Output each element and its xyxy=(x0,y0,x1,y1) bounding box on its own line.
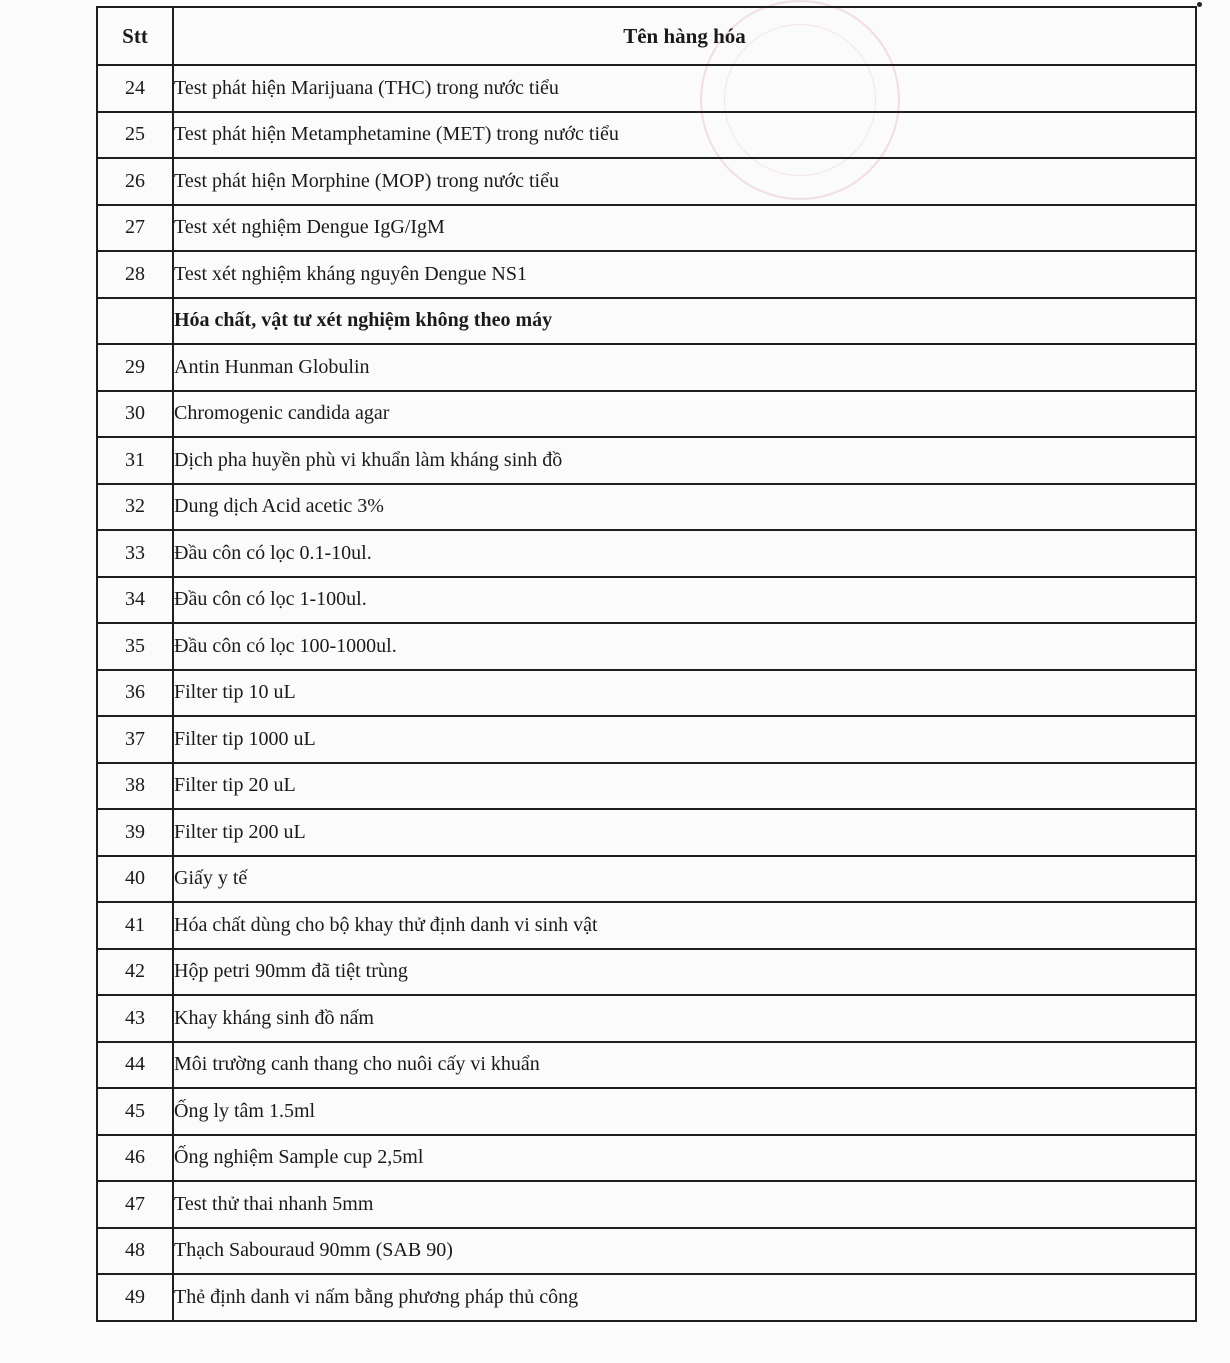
table-row xyxy=(97,484,1196,531)
row-item-name: Hóa chất dùng cho bộ khay thử định danh vi sinh vật xyxy=(173,902,1196,949)
table-row xyxy=(97,577,1196,624)
row-stt: 37 xyxy=(97,716,173,763)
row-item-name: Khay kháng sinh đồ nấm xyxy=(173,995,1196,1042)
table-row xyxy=(97,902,1196,949)
table-row xyxy=(97,65,1196,112)
row-stt: 45 xyxy=(97,1088,173,1135)
row-item-name: Filter tip 20 uL xyxy=(173,763,1196,810)
row-stt: 32 xyxy=(97,484,173,531)
row-item-name: Test thử thai nhanh 5mm xyxy=(173,1181,1196,1228)
row-item-name: Chromogenic candida agar xyxy=(173,391,1196,438)
table-row xyxy=(97,809,1196,856)
header-item-name: Tên hàng hóa xyxy=(173,7,1196,65)
table-row xyxy=(97,995,1196,1042)
table-row xyxy=(97,437,1196,484)
table-row xyxy=(97,530,1196,577)
row-stt: 34 xyxy=(97,577,173,624)
row-stt: 46 xyxy=(97,1135,173,1182)
table-row xyxy=(97,623,1196,670)
row-stt: 25 xyxy=(97,112,173,159)
row-item-name: Test phát hiện Metamphetamine (MET) trong nước tiểu xyxy=(173,112,1196,159)
table-row xyxy=(97,1042,1196,1089)
table-row xyxy=(97,158,1196,205)
row-stt: 27 xyxy=(97,205,173,252)
row-stt: 28 xyxy=(97,251,173,298)
table-row xyxy=(97,1181,1196,1228)
row-item-name: Đầu côn có lọc 100-1000ul. xyxy=(173,623,1196,670)
table-body xyxy=(97,65,1196,1321)
table-row xyxy=(97,205,1196,252)
row-stt: 30 xyxy=(97,391,173,438)
header-stt: Stt xyxy=(97,7,173,65)
row-item-name: Thẻ định danh vi nấm bằng phương pháp thủ công xyxy=(173,1274,1196,1321)
table-row xyxy=(97,670,1196,717)
row-stt: 31 xyxy=(97,437,173,484)
table-row xyxy=(97,856,1196,903)
row-stt: 36 xyxy=(97,670,173,717)
row-item-name: Môi trường canh thang cho nuôi cấy vi khuẩn xyxy=(173,1042,1196,1089)
row-item-name: Ống nghiệm Sample cup 2,5ml xyxy=(173,1135,1196,1182)
row-stt: 39 xyxy=(97,809,173,856)
table-row xyxy=(97,949,1196,996)
page-mark xyxy=(1197,2,1202,7)
row-item-name: Test phát hiện Marijuana (THC) trong nước tiểu xyxy=(173,65,1196,112)
table-row xyxy=(97,344,1196,391)
table-row xyxy=(97,716,1196,763)
row-item-name: Ống ly tâm 1.5ml xyxy=(173,1088,1196,1135)
table-row xyxy=(97,1274,1196,1321)
row-item-name: Test xét nghiệm kháng nguyên Dengue NS1 xyxy=(173,251,1196,298)
row-item-name: Dịch pha huyền phù vi khuẩn làm kháng sinh đồ xyxy=(173,437,1196,484)
row-stt: 49 xyxy=(97,1274,173,1321)
row-stt: 42 xyxy=(97,949,173,996)
row-item-name: Filter tip 200 uL xyxy=(173,809,1196,856)
row-item-name: Đầu côn có lọc 1-100ul. xyxy=(173,577,1196,624)
row-stt: 48 xyxy=(97,1228,173,1275)
table-header-row xyxy=(97,7,1196,65)
row-item-name: Giấy y tế xyxy=(173,856,1196,903)
row-item-name: Dung dịch Acid acetic 3% xyxy=(173,484,1196,531)
row-item-name: Test xét nghiệm Dengue IgG/IgM xyxy=(173,205,1196,252)
table-row xyxy=(97,391,1196,438)
table-row xyxy=(97,1228,1196,1275)
table-row xyxy=(97,1135,1196,1182)
table-row xyxy=(97,112,1196,159)
row-item-name: Đầu côn có lọc 0.1-10ul. xyxy=(173,530,1196,577)
goods-table xyxy=(96,6,1197,1322)
row-stt: 44 xyxy=(97,1042,173,1089)
row-stt: 38 xyxy=(97,763,173,810)
row-stt: 43 xyxy=(97,995,173,1042)
row-item-name: Test phát hiện Morphine (MOP) trong nước tiểu xyxy=(173,158,1196,205)
row-item-name: Hộp petri 90mm đã tiệt trùng xyxy=(173,949,1196,996)
section-header-row xyxy=(97,298,1196,345)
row-item-name: Thạch Sabouraud 90mm (SAB 90) xyxy=(173,1228,1196,1275)
row-stt: 47 xyxy=(97,1181,173,1228)
row-item-name: Filter tip 1000 uL xyxy=(173,716,1196,763)
table-row xyxy=(97,763,1196,810)
table-row xyxy=(97,251,1196,298)
row-stt: 24 xyxy=(97,65,173,112)
row-item-name: Antin Hunman Globulin xyxy=(173,344,1196,391)
row-stt: 40 xyxy=(97,856,173,903)
table-row xyxy=(97,1088,1196,1135)
row-item-name: Filter tip 10 uL xyxy=(173,670,1196,717)
row-stt: 33 xyxy=(97,530,173,577)
row-stt: 35 xyxy=(97,623,173,670)
row-stt: 29 xyxy=(97,344,173,391)
row-stt: 41 xyxy=(97,902,173,949)
row-stt xyxy=(97,298,173,345)
section-title: Hóa chất, vật tư xét nghiệm không theo máy xyxy=(173,298,1196,345)
row-stt: 26 xyxy=(97,158,173,205)
